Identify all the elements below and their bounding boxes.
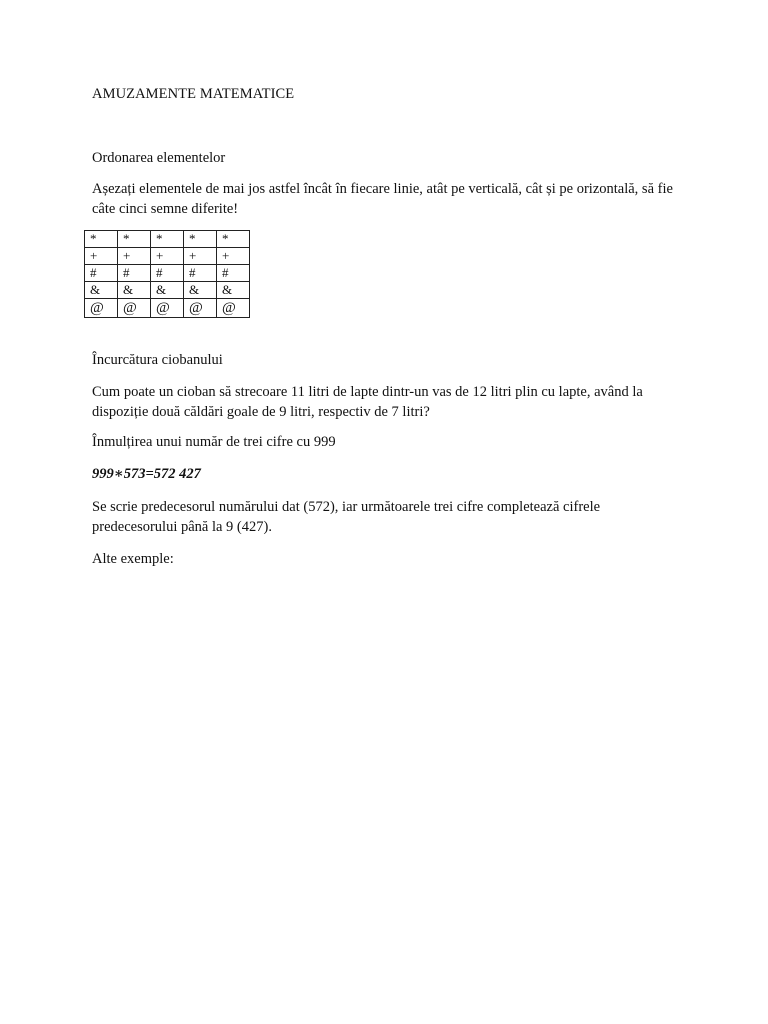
grid-cell: * [118,231,151,248]
grid-cell: + [217,248,250,265]
symbol-grid [84,230,250,318]
grid-row [85,248,250,265]
grid-cell: @ [184,299,217,318]
section-heading-shepherd: Încurcătura ciobanului [92,352,223,368]
symbol-table [84,230,250,318]
grid-row [85,299,250,318]
grid-cell: & [85,282,118,299]
section-text-multiplication: Se scrie predecesorul numărului dat (572), iar următoarele trei cifre completează cifrele predecesorului până la 9 (427). [92,499,601,535]
grid-cell: # [85,265,118,282]
section-text-ordering: Așezați elementele de mai jos astfel încât în fiecare linie, atât pe verticală, cât și pe orizontală, să fie câte cinci semne diferite! [92,181,673,217]
section-footer-examples: Alte exemple: [92,551,174,567]
grid-cell: * [184,231,217,248]
grid-cell: & [217,282,250,299]
grid-row [85,282,250,299]
grid-cell: * [217,231,250,248]
section-heading-ordering: Ordonarea elementelor [92,150,226,166]
grid-cell: + [184,248,217,265]
grid-cell: & [118,282,151,299]
grid-cell: @ [151,299,184,318]
grid-cell: * [151,231,184,248]
grid-row [85,265,250,282]
grid-row [85,231,250,248]
page-title: AMUZAMENTE MATEMATICE [92,86,295,102]
grid-cell: @ [85,299,118,318]
grid-cell: # [151,265,184,282]
grid-cell: & [151,282,184,299]
grid-cell: * [85,231,118,248]
grid-cell: @ [118,299,151,318]
grid-cell: + [85,248,118,265]
grid-cell: # [184,265,217,282]
formula-example: 999∗573=572 427 [92,466,201,482]
grid-cell: # [217,265,250,282]
grid-cell: + [151,248,184,265]
grid-cell: + [118,248,151,265]
grid-cell: # [118,265,151,282]
grid-cell: @ [217,299,250,318]
grid-cell: & [184,282,217,299]
section-text-shepherd: Cum poate un cioban să strecoare 11 litri de lapte dintr-un vas de 12 litri plin cu lapte, având la dispoziție două căldări goale de 9 litri, respectiv de 7 litri? [92,384,643,420]
section-heading-multiplication: Înmulțirea unui număr de trei cifre cu 999 [92,434,336,450]
